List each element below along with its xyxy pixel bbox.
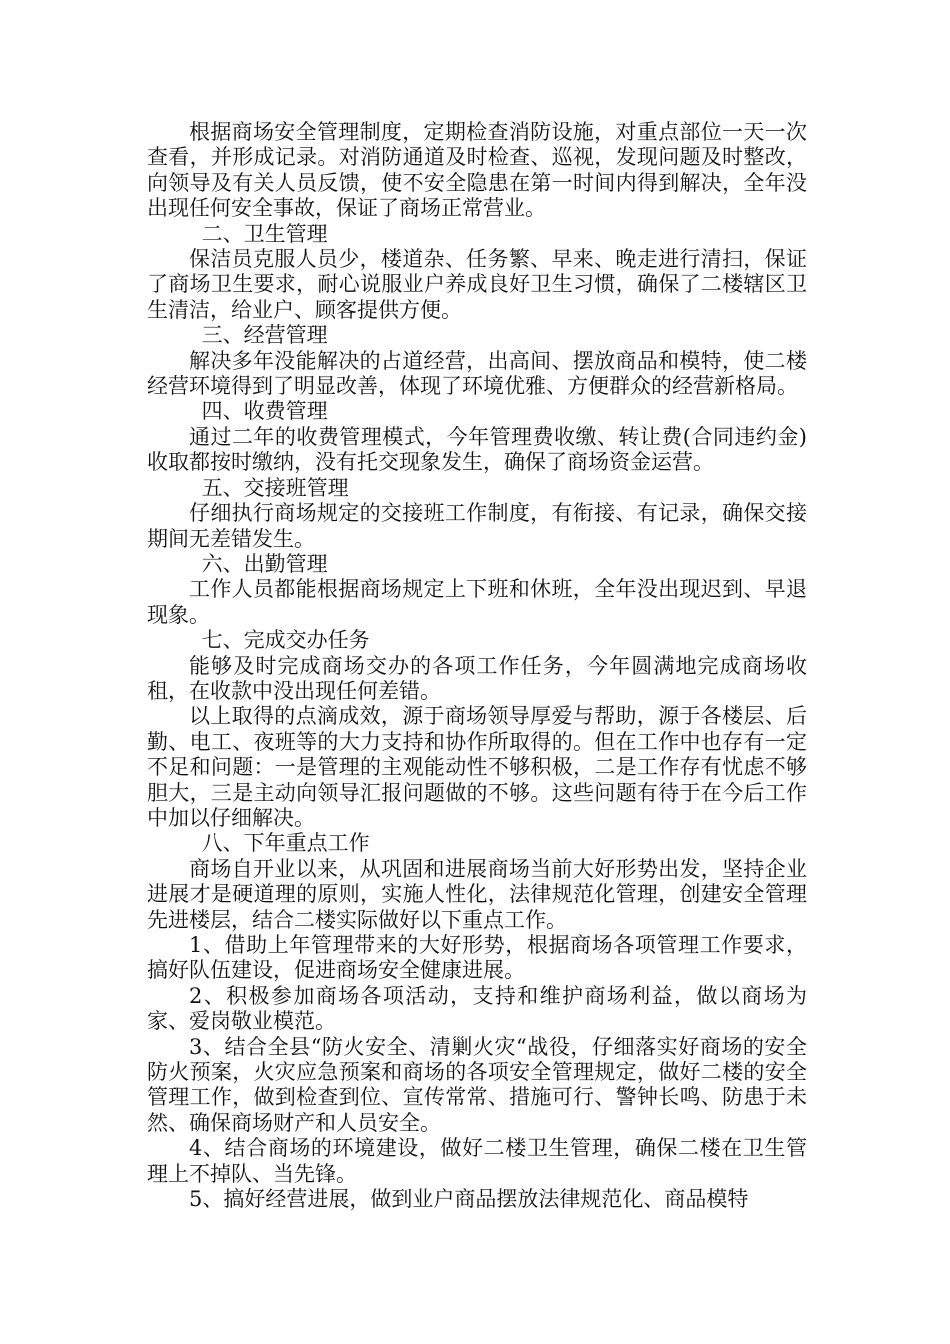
section-heading-tasks: 七、完成交办任务 [201,628,370,653]
paragraph-operation: 解决多年没能解决的占道经营，出高间、摆放商品和模特，使二楼经营环境得到了明显改善，体现了环境优雅、方便群众的经营新格局。 [147,348,807,399]
paragraph-hygiene: 保洁员克服人员少，楼道杂、任务繁、早来、晚走进行清扫，保证了商场卫生要求，耐心说服业户养成良好卫生习惯，确保了二楼辖区卫生清洁，给业户、顾客提供方便。 [147,247,807,322]
document-body [147,120,807,1212]
paragraph-shift: 仔细执行商场规定的交接班工作制度，有衔接、有记录，确保交接期间无差错发生。 [147,501,807,551]
section-heading-hygiene: 二、卫生管理 [201,221,328,246]
list-item-1: 1、借助上年管理带来的大好形势，根据商场各项管理工作要求，搞好队伍建设，促进商场安全健康进展。 [147,933,807,983]
paragraph-summary: 以上取得的点滴成效，源于商场领导厚爱与帮助，源于各楼层、后勤、电工、夜班等的大力支持和协作所取得的。但在工作中也存有一定不足和问题：一是管理的主观能动性不够积极，二是工作存有忧虑不够胆大，三是主动向领导汇报问题做的不够。这些问题有待于在今后工作中加以仔细解决。 [147,704,807,830]
paragraph-tasks: 能够及时完成商场交办的各项工作任务，今年圆满地完成商场收租，在收款中没出现任何差错。 [147,653,807,703]
list-item-2: 2、积极参加商场各项活动，支持和维护商场利益，做以商场为家、爱岗敬业模范。 [147,983,807,1034]
section-heading-attendance: 六、出勤管理 [201,551,328,576]
paragraph-safety: 根据商场安全管理制度，定期检查消防设施，对重点部位一天一次查看，并形成记录。对消防通道及时检查、巡视，发现问题及时整改，向领导及有关人员反馈，使不安全隐患在第一时间内得到解决，全年没出现任何安全事故，保证了商场正常营业。 [147,120,807,221]
section-heading-fees: 四、收费管理 [201,399,328,424]
list-item-4: 4、结合商场的环境建设，做好二楼卫生管理，确保二楼在卫生管理上不掉队、当先锋。 [147,1136,807,1186]
paragraph-next-year-intro: 商场自开业以来，从巩固和进展商场当前大好形势出发，坚持企业进展才是硬道理的原则，实施人性化，法律规范化管理，创建安全管理先进楼层，结合二楼实际做好以下重点工作。 [147,856,807,932]
paragraph-fees: 通过二年的收费管理模式，今年管理费收缴、转让费(合同违约金)收取都按时缴纳，没有托交现象发生，确保了商场资金运营。 [147,424,807,475]
section-heading-operation: 三、经营管理 [201,323,328,348]
section-heading-next-year: 八、下年重点工作 [201,831,370,856]
list-item-5: 5、搞好经营进展，做到业户商品摆放法律规范化、商品模特 [189,1187,749,1212]
section-heading-shift: 五、交接班管理 [201,475,349,500]
list-item-3: 3、结合全县“防火安全、清剿火灾“战役，仔细落实好商场的安全防火预案，火灾应急预案和商场的各项安全管理规定，做好二楼的安全管理工作，做到检查到位、宣传常常、措施可行、警钟长鸣、防患于未然、确保商场财产和人员安全。 [147,1034,807,1135]
paragraph-attendance: 工作人员都能根据商场规定上下班和休班，全年没出现迟到、早退现象。 [147,577,807,627]
